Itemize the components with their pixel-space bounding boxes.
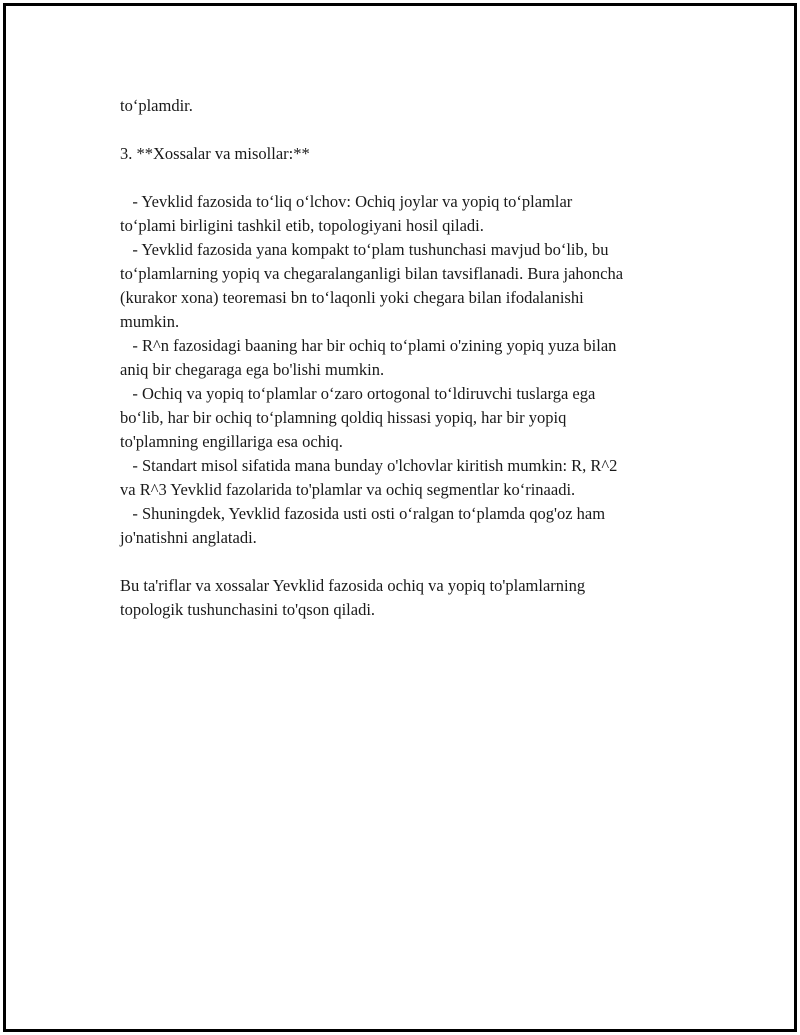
text-line: - Standart misol sifatida mana bunday o'lchovlar kiritish mumkin: R, R^2 [120, 456, 618, 475]
text-line: to‘plamdir. [120, 96, 193, 115]
text-line: bo‘lib, har bir ochiq to‘plamning qoldiq hissasi yopiq, har bir yopiq [120, 408, 567, 427]
text-line: - Yevklid fazosida to‘liq o‘lchov: Ochiq joylar va yopiq to‘plamlar [120, 192, 573, 211]
text-line: va R^3 Yevklid fazolarida to'plamlar va ochiq segmentlar ko‘rinaadi. [120, 480, 576, 499]
text-line: - Shuningdek, Yevklid fazosida usti osti o‘ralgan to‘plamda qog'oz ham [120, 504, 606, 523]
section-heading: 3. **Xossalar va misollar:** [120, 144, 310, 163]
text-line: (kurakor xona) teoremasi bn to‘laqonli yoki chegara bilan ifodalanishi [120, 288, 584, 307]
blank-line [120, 166, 680, 190]
text-line: - Ochiq va yopiq to‘plamlar o‘zaro ortogonal to‘ldiruvchi tuslarga ega [120, 384, 596, 403]
blank-line [120, 550, 680, 574]
text-line: topologik tushunchasini to'qson qiladi. [120, 600, 376, 619]
document-page [3, 3, 797, 1032]
document-text [120, 94, 680, 622]
text-line: - R^n fazosidagi baaning har bir ochiq to‘plami o'zining yopiq yuza bilan [120, 336, 617, 355]
text-line: to‘plami birligini tashkil etib, topologiyani hosil qiladi. [120, 216, 484, 235]
text-line: aniq bir chegaraga ega bo'lishi mumkin. [120, 360, 385, 379]
text-line: jo'natishni anglatadi. [120, 528, 257, 547]
blank-line [120, 118, 680, 142]
text-line: - Yevklid fazosida yana kompakt to‘plam tushunchasi mavjud bo‘lib, bu [120, 240, 609, 259]
text-line: to‘plamlarning yopiq va chegaralanganligi bilan tavsiflanadi. Bura jahoncha [120, 264, 624, 283]
text-line: Bu ta'riflar va xossalar Yevklid fazosida ochiq va yopiq to'plamlarning [120, 576, 586, 595]
text-line: mumkin. [120, 312, 180, 331]
text-line: to'plamning engillariga esa ochiq. [120, 432, 343, 451]
